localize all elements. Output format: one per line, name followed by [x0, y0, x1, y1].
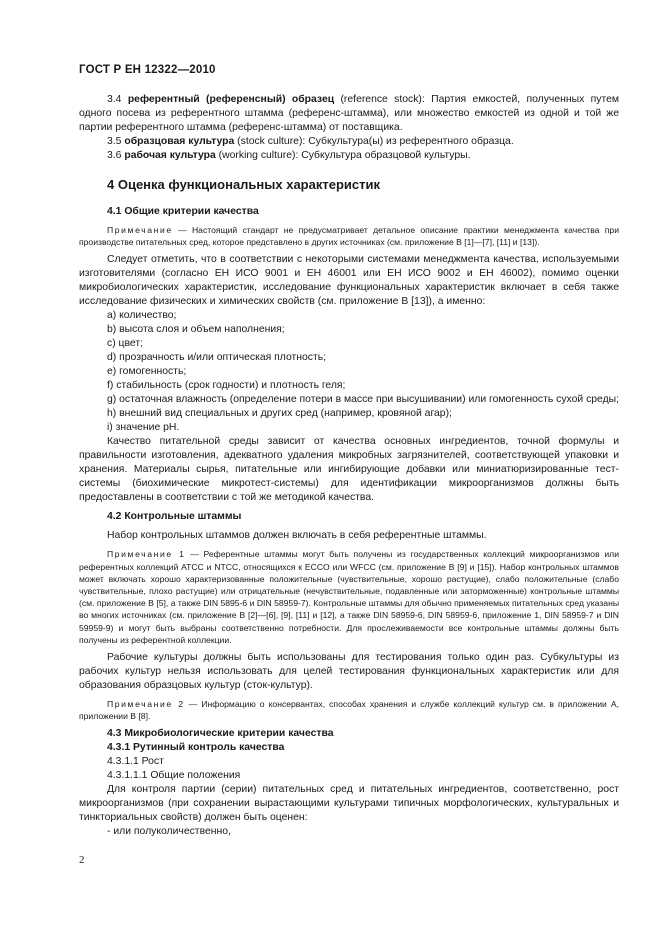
document-body — [79, 93, 619, 839]
paragraph-4-2-a: Набор контрольных штаммов должен включать в себя референтные штаммы. — [107, 530, 487, 542]
standard-header: ГОСТ Р ЕН 12322—2010 — [79, 64, 216, 76]
section-4-3-1-1-heading: 4.3.1.1 Рост — [107, 756, 164, 768]
note-4-2-2: Примечание 2 — Информацию о консервантах, способах хранения и службе коллекций культур см. в приложении А, приложении В [8]. — [79, 699, 619, 722]
list-item: a) количество; — [107, 310, 177, 322]
definition-3-4: 3.4 референтный (референсный) образец (reference stock): Партия емкостей, полученных путем одного посева из референтного штамма (референс-штамма), или множество емкостей из одной и той же партии референтного штамма (референс-штамма) от поставщика. — [79, 94, 620, 133]
definition-3-6: 3.6 рабочая культура (working culture): Субкультура образцовой культуры. — [107, 150, 471, 161]
list-item: d) прозрачность и/или оптическая плотность; — [107, 352, 327, 364]
note-4-2-1: Примечание 1 — Референтные штаммы могут быть получены из государственных коллекций микроорганизмов или референтных коллекций АТСС и NТСС, относящихся к ECCO или WFCC (см. приложение В [9] и [15]). Набор контрольных штаммов может включать хорошо характеризованные положительные (чувствительные, хорошо растущие), слабо положительные (слабо чувствительные, плохо растущие) или отрицательные (нечувствительные, подавленные или заторможенные) контрольные штаммы (см. приложение В [5], а также DIN 5895-6 и DIN 58959-7). Контрольные штаммы для обычно применяемых питательных сред указаны во многих источниках (см. приложение В [2]—[6], [9], [11] и [12], а также DIN 58959-6, DIN 58959-6, приложение 1, DIN 58959-7 и DIN 59959-9) и могут быть выбраны соответственно потребности. Для прослеживаемости все контрольные штаммы должны быть получены из референтной коллекции. — [79, 549, 619, 645]
paragraph-4-1-a: Следует отметить, что в соответствии с некоторыми системами менеджмента качества, используемыми изготовителями (согласно ЕН ИСО 9001 и ЕН 46001 или ЕН ИСО 9002 и ЕН 46002), помимо оценки микробиологических характеристик, исследование функциональных характеристик включает в себя также исследование физических и химических свойств (см. приложение В [13]), а именно: — [79, 254, 619, 308]
section-4-3-1-heading: 4.3.1 Рутинный контроль качества — [107, 742, 285, 754]
list-item: h) внешний вид специальных и других сред (например, кровяной агар); — [107, 408, 452, 420]
section-4-2-heading: 4.2 Контрольные штаммы — [107, 511, 242, 523]
list-item: - или полуколичественно, — [107, 826, 231, 838]
list-item: i) значение pH. — [107, 422, 180, 434]
section-4-heading: 4 Оценка функциональных характеристик — [107, 177, 380, 192]
definition-3-5: 3.5 образцовая культура (stock culture): Субкультура(ы) из референтного образца. — [107, 136, 514, 147]
paragraph-4-2-b: Рабочие культуры должны быть использованы для тестирования только один раз. Субкультуры из рабочих культур нельзя использовать для целей тестирования функциональных характеристик или для образования образцовых культур (сток-культур). — [79, 652, 619, 692]
section-4-3-heading: 4.3 Микробиологические критерии качества — [107, 728, 334, 740]
section-4-3-1-1-1-heading: 4.3.1.1.1 Общие положения — [107, 770, 241, 782]
paragraph-4-3: Для контроля партии (серии) питательных сред и питательных ингредиентов, соответственно, рост микроорганизмов (при сохранении вырастающими культурами типичных морфологических, культуральных и тинкториальных свойств) должен быть оценен: — [79, 784, 619, 824]
paragraph-4-1-b: Качество питательной среды зависит от качества основных ингредиентов, точной формулы и правильности изготовления, адекватного удаления микробных загрязнителей, соответствующей упаковки и хранения. Материалы сырья, питательные или ингибирующие добавки или миниатюризированные тест-системы (биохимические микротест-системы) для идентификации микроорганизмов должны быть предоставлены в соответствии с той же методикой качества. — [79, 436, 619, 504]
list-item: c) цвет; — [107, 338, 143, 350]
list-item: g) остаточная влажность (определение потери в массе при высушивании) или гомогенность сухой среды; — [107, 394, 620, 406]
note-4-1: Примечание — Настоящий стандарт не предусматривает детальное описание практики менеджмента качества при производстве питательных сред, которое представлено в других источниках (см. приложение В [1]—[7], [11] и [13]). — [79, 225, 619, 248]
list-item: f) стабильность (срок годности) и плотность геля; — [107, 380, 346, 392]
section-4-1-heading: 4.1 Общие критерии качества — [107, 206, 259, 217]
list-item: b) высота слоя и объем наполнения; — [107, 324, 285, 336]
page-number: 2 — [79, 854, 85, 866]
list-item: e) гомогенность; — [107, 366, 187, 378]
